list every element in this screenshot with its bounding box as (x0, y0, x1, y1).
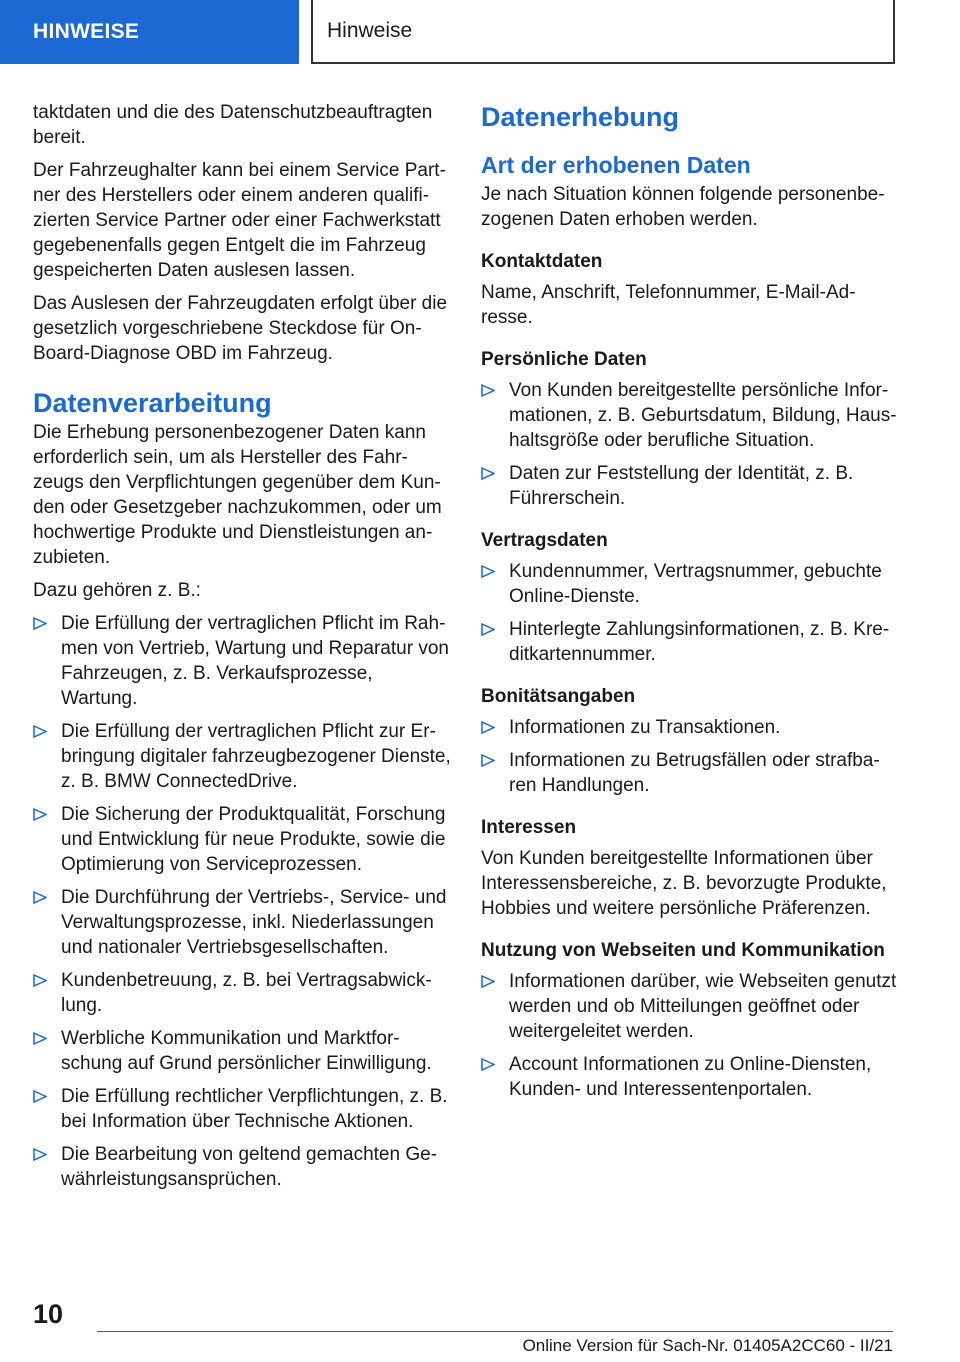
left-column (33, 100, 451, 1200)
list-item (33, 802, 451, 877)
triangle-bullet-icon (33, 1090, 47, 1103)
bullet-list (481, 969, 899, 1102)
list-item (33, 611, 451, 711)
list-item-text: Die Sicherung der Produktqualität, Forschung und Entwicklung für neue Produkte, sowie die Optimierung von Serviceprozessen. (61, 804, 446, 875)
bullet-list (481, 378, 899, 511)
list-item-text: Die Erfüllung rechtlicher Verpflichtungen, z. B. bei Information über Technische Aktionen. (61, 1086, 448, 1132)
header-title-box (311, 0, 895, 64)
list-item-text: Die Erfüllung der vertraglichen Pflicht im Rahmen von Vertrieb, Wartung und Reparatur von Fahrzeugen, z. B. Verkaufsprozesse, Wartung. (61, 613, 449, 709)
list-item-text: Informationen darüber, wie Webseiten genutzt werden und ob Mitteilungen geöffnet oder weitergeleitet werden. (509, 971, 897, 1042)
page-number: 10 (33, 1299, 64, 1329)
list-item (33, 719, 451, 794)
paragraph: Der Fahrzeughalter kann bei einem Service Partner des Herstellers oder einem anderen qualifizierten Service Partner oder einer Fachwerkstatt gegebenenfalls gegen Entgelt die im Fahrzeug gespeicherten Daten auslesen lassen. (33, 160, 446, 281)
list-item-text: Informationen zu Transaktionen. (509, 717, 781, 738)
list-item-text: Account Informationen zu Online-Diensten, Kunden- und Interessentenportalen. (509, 1054, 872, 1100)
triangle-bullet-icon (33, 617, 47, 630)
footer-divider (97, 1331, 893, 1332)
subsection-title-bonitaetsangaben: Bonitätsangaben (481, 686, 636, 707)
triangle-bullet-icon (33, 1148, 47, 1161)
section-tab (0, 0, 299, 64)
triangle-bullet-icon (33, 891, 47, 904)
list-item-text: Informationen zu Betrugsfällen oder strafbaren Handlungen. (509, 750, 880, 796)
list-item (481, 715, 899, 740)
list-item (33, 968, 451, 1018)
section-heading-datenerhebung: Datenerhebung (481, 102, 680, 132)
list-item (481, 617, 899, 667)
subsection-title-interessen: Interessen (481, 817, 577, 838)
bullet-list (481, 715, 899, 798)
paragraph: Je nach Situation können folgende personenbezogenen Daten erhoben werden. (481, 184, 885, 230)
list-item-text: Die Durchführung der Vertriebs-, Service- und Verwaltungsprozesse, inkl. Niederlassungen und nationaler Vertriebsgesellschaften. (61, 887, 447, 958)
triangle-bullet-icon (481, 1058, 495, 1071)
subheading-art-der-daten: Art der erhobenen Daten (481, 152, 751, 178)
list-item-text: Werbliche Kommunikation und Marktforschung auf Grund persönlicher Einwilligung. (61, 1028, 432, 1074)
paragraph: Das Auslesen der Fahrzeugdaten erfolgt über die gesetzlich vorgeschriebene Steckdose für On-Board-Diagnose OBD im Fahrzeug. (33, 293, 448, 364)
page-title: Hinweise (327, 19, 413, 42)
list-item-text: Von Kunden bereitgestellte persönliche Informationen, z. B. Geburtsdatum, Bildung, Haushaltsgröße oder berufliche Situation. (509, 380, 897, 451)
section-tab-label: HINWEISE (33, 20, 140, 43)
footer-version-text: Online Version für Sach-Nr. 01405A2CC60 - II/21 (522, 1336, 893, 1355)
list-item (481, 1052, 899, 1102)
triangle-bullet-icon (481, 721, 495, 734)
list-item (481, 559, 899, 609)
subsection-title-vertragsdaten: Vertragsdaten (481, 530, 608, 551)
list-item-text: Hinterlegte Zahlungsinformationen, z. B. Kreditkartennummer. (509, 619, 890, 665)
list-item-text: Die Erfüllung der vertraglichen Pflicht zur Erbringung digitaler fahrzeugbezogener Dienste, z. B. BMW ConnectedDrive. (61, 721, 451, 792)
paragraph: Die Erhebung personenbezogener Daten kann erforderlich sein, um als Hersteller des Fahrzeugs den Verpflichtungen gegenüber dem Kunden oder Gesetzgeber nachzukommen, oder um hochwertige Produkte und Dienstleistungen anzubieten. (33, 422, 442, 568)
paragraph: Name, Anschrift, Telefonnummer, E-Mail-Adresse. (481, 282, 856, 328)
section-heading-datenverarbeitung: Datenverarbeitung (33, 388, 272, 418)
triangle-bullet-icon (481, 975, 495, 988)
list-item-text: Die Bearbeitung von geltend gemachten Gewährleistungsansprüchen. (61, 1144, 438, 1190)
list-item (33, 885, 451, 960)
paragraph: Dazu gehören z. B.: (33, 580, 201, 601)
list-item (481, 461, 899, 511)
triangle-bullet-icon (481, 384, 495, 397)
bullet-list (33, 611, 451, 1192)
paragraph: Von Kunden bereitgestellte Informationen über Interessensbereiche, z. B. bevorzugte Produkte, Hobbies und weitere persönliche Präferenzen. (481, 848, 887, 919)
triangle-bullet-icon (481, 754, 495, 767)
subsection-title-nutzung: Nutzung von Webseiten und Kommunikation (481, 940, 885, 961)
right-column (481, 100, 899, 1110)
list-item-text: Kundennummer, Vertragsnummer, gebuchte Online-Dienste. (509, 561, 882, 607)
list-item (33, 1026, 451, 1076)
triangle-bullet-icon (481, 565, 495, 578)
triangle-bullet-icon (481, 467, 495, 480)
subsection-title-kontaktdaten: Kontaktdaten (481, 251, 603, 272)
triangle-bullet-icon (33, 1032, 47, 1045)
subsection-title-persoenliche-daten: Persönliche Daten (481, 349, 647, 370)
list-item (481, 378, 899, 453)
triangle-bullet-icon (33, 808, 47, 821)
list-item (481, 748, 899, 798)
list-item (481, 969, 899, 1044)
list-item-text: Kundenbetreuung, z. B. bei Vertragsabwicklung. (61, 970, 432, 1016)
list-item-text: Daten zur Feststellung der Identität, z. B. Führerschein. (509, 463, 854, 509)
triangle-bullet-icon (33, 974, 47, 987)
bullet-list (481, 559, 899, 667)
triangle-bullet-icon (481, 623, 495, 636)
list-item (33, 1084, 451, 1134)
triangle-bullet-icon (33, 725, 47, 738)
list-item (33, 1142, 451, 1192)
paragraph: taktdaten und die des Datenschutzbeauftragten bereit. (33, 102, 433, 148)
